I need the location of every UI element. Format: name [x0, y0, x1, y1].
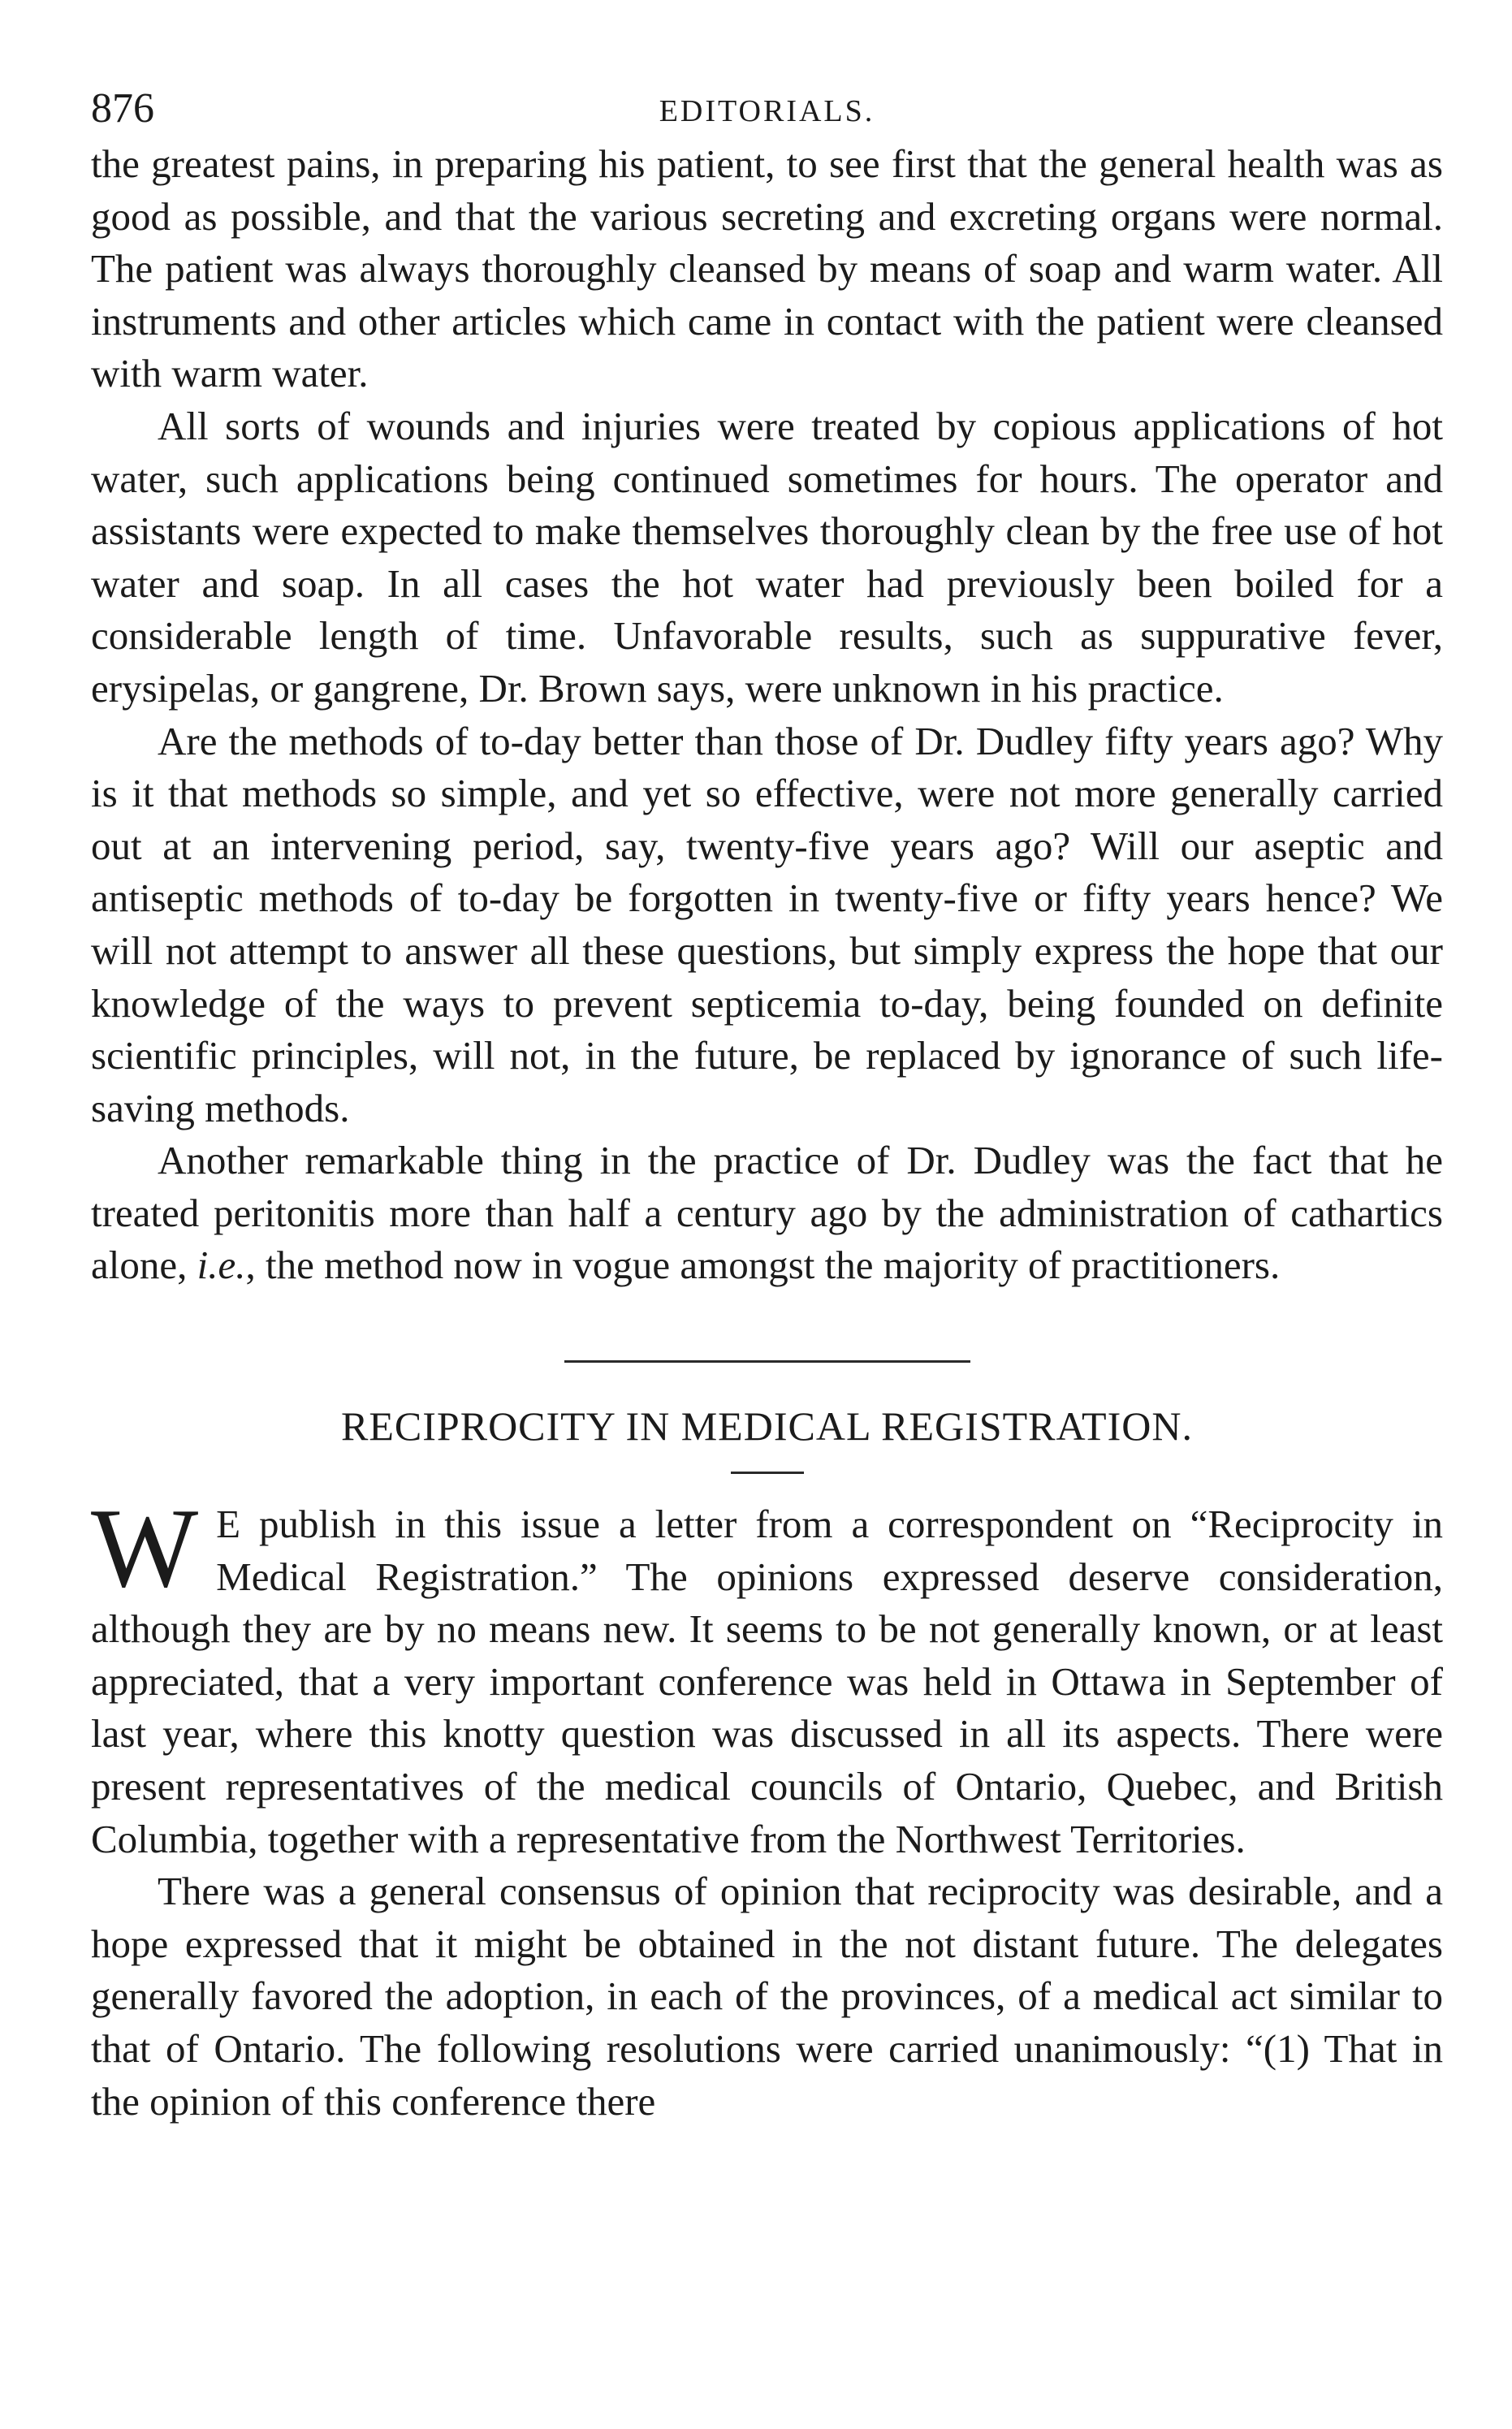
paragraph-4-text-a: Another remarkable thing in the practice of Dr. Dudley was the fact that he treated peritonitis more than half a century ago by the administration of cathartics alone, — [91, 1138, 1443, 1288]
running-head — [91, 0, 1443, 138]
paragraph-4 — [91, 1135, 1443, 1292]
article-paragraph-1-text: E publish in this issue a letter from a correspondent on “Reciprocity in Medical Registration.” The opinions expressed deserve consideration, although they are by no means new. It seems to be not generally known, or at least appreciated, that a very important conference was held in Ottawa in September of last year, where this knotty question was discussed in all its aspects. There were present representatives of the medical councils of Ontario, Quebec, and British Columbia, together with a representative from the Northwest Territories. — [91, 1502, 1443, 1861]
paragraph-3: Are the methods of to-day better than those of Dr. Dudley fifty years ago? Why is it that methods so simple, and yet so effective, were not more generally carried out at an intervening period, say, twenty-five years ago? Will our aseptic and antiseptic methods of to-day be forgotten in twenty-five or fifty years hence? We will not attempt to answer all these questions, but simply express the hope that our knowledge of the ways to prevent septicemia to-day, being founded on definite scientific principles, will not, in the future, be replaced by ignorance of such life-saving methods. — [91, 718, 1443, 1130]
drop-cap: W — [91, 1485, 199, 1612]
page-number: 876 — [91, 85, 154, 132]
article-paragraph-2: There was a general consensus of opinion that reciprocity was desirable, and a hope expressed that it might be obtained in the not distant future. The delegates generally favored the adoption, in each of the provinces, of a medical act similar to that of Ontario. The following resolutions were carried unanimously: “(1) That in the opinion of this conference there — [91, 1869, 1443, 2124]
article-title: RECIPROCITY IN MEDICAL REGISTRATION. — [341, 1403, 1193, 1450]
paragraph-2: All sorts of wounds and injuries were treated by copious applications of hot water, such applications being continued sometimes for hours. The operator and assistants were expected to make themselves thoroughly clean by the free use of hot water and soap. In all cases the hot water had previously been boiled for a considerable length of time. Unfavorable results, such as suppurative fever, erysipelas, or gangrene, Dr. Brown says, were unknown in his practice. — [91, 403, 1443, 711]
paragraph-4-text-b: , the method now in vogue amongst the majority of practitioners. — [245, 1243, 1281, 1288]
article-paragraph-1 — [91, 1485, 1443, 1865]
paragraph-1: the greatest pains, in preparing his patient, to see first that the general health was as good as possible, and that the various secreting and excreting organs were normal. The patient was always thoroughly cleansed by means of soap and warm water. All instruments and other articles which came in contact with the patient were cleansed with warm water. — [91, 141, 1443, 396]
paragraph-4-italic: i.e. — [197, 1243, 246, 1288]
page — [91, 0, 1443, 2128]
title-rule — [731, 1472, 804, 1474]
section-heading: EDITORIALS. — [659, 94, 875, 128]
section-divider — [564, 1360, 970, 1363]
